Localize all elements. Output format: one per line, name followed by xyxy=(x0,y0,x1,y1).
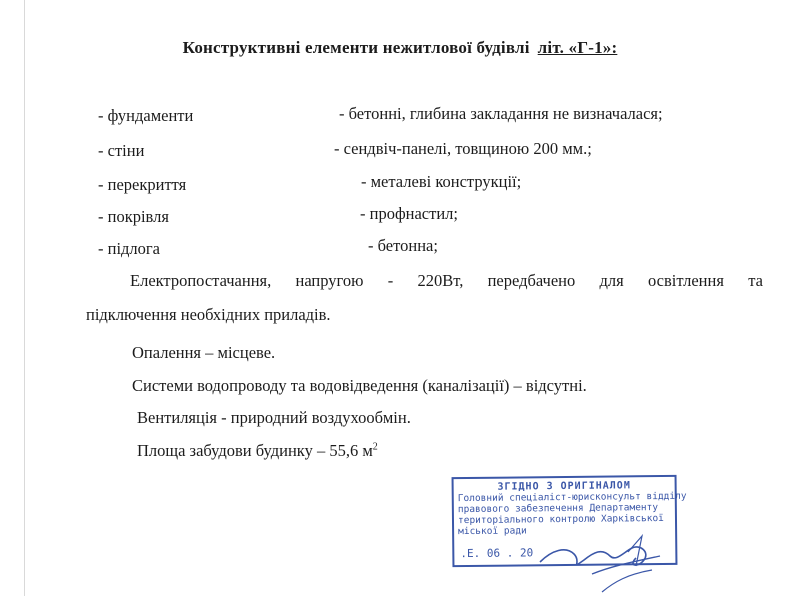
word: для xyxy=(599,271,624,290)
area-value: Площа забудови будинку – 55,6 м xyxy=(137,441,373,460)
left-margin-line xyxy=(24,0,25,596)
heating-text: Опалення – місцеве. xyxy=(132,343,276,362)
handwritten-signature xyxy=(532,522,682,594)
power-supply-line-1 xyxy=(130,271,763,291)
word: напругою xyxy=(295,271,364,290)
title-main: Конструктивні елементи нежитлової будівлі xyxy=(182,38,530,57)
word: освітлення xyxy=(647,271,724,290)
stamp-date: .Е. 06 . 20 xyxy=(460,546,534,561)
element-name-foundations: - фундаменти xyxy=(98,106,194,125)
building-area-text xyxy=(137,441,378,461)
word: Електропостачання, xyxy=(130,271,272,290)
word: та xyxy=(748,271,763,290)
ventilation-text: Вентиляція - природний воздухообмін. xyxy=(137,408,411,427)
element-name-floors: - перекриття xyxy=(98,175,187,194)
title-building-letter: літ. «Г-1»: xyxy=(537,38,618,57)
element-name-ground-floor: - підлога xyxy=(98,239,161,258)
element-value-foundations: - бетонні, глибина закладання не визначалася; xyxy=(339,104,663,123)
power-supply-line-2: підключення необхідних приладів. xyxy=(86,305,331,324)
element-value-roof: - профнастил; xyxy=(360,204,458,223)
stamp-line: правового забезпечення Департаменту xyxy=(457,502,659,516)
element-name-walls: - стіни xyxy=(98,141,145,160)
stamp-line: Головний спеціаліст-юрисконсульт відділу xyxy=(457,490,687,505)
word: 220Вт, xyxy=(417,271,464,290)
stamp-title: ЗГІДНО З ОРИГІНАЛОМ xyxy=(497,480,631,493)
stamp-line: територіального контролю Харківської xyxy=(457,512,664,527)
element-value-ground-floor: - бетонна; xyxy=(368,236,438,255)
element-name-roof: - покрівля xyxy=(98,207,169,226)
word: - xyxy=(387,271,394,290)
document-title xyxy=(0,38,800,58)
water-supply-text: Системи водопроводу та водовідведення (каналізації) – відсутні. xyxy=(132,376,587,395)
element-value-floors: - металеві конструкції; xyxy=(361,172,522,191)
area-unit-exponent: 2 xyxy=(372,441,378,453)
stamp-line: міської ради xyxy=(458,525,527,538)
element-value-walls: - сендвіч-панелі, товщиною 200 мм.; xyxy=(334,139,592,158)
word: передбачено xyxy=(487,271,576,290)
